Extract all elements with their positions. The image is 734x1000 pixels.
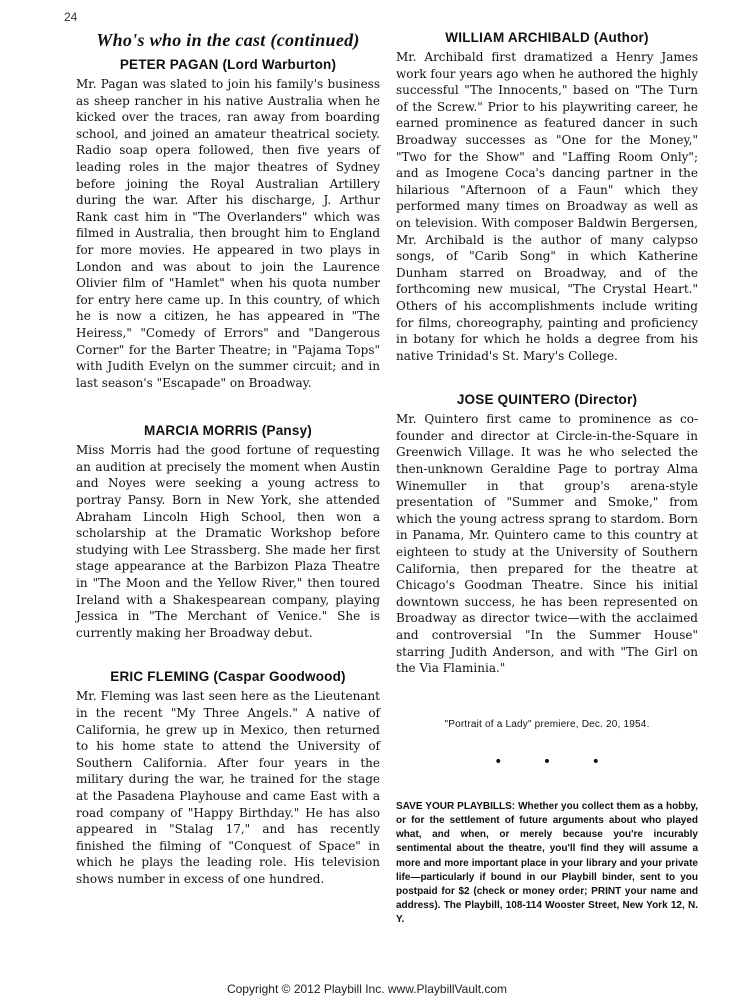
bio-text: Mr. Pagan was slated to join his family's business as sheep rancher in his native Australia when he kicked over the traces, ran away from boarding school, and joined an amateur theatrical society. Radio soap opera followed, then five years of leading roles in the major theatres of Sydney before joining the Royal Australian Artillery during the war. After his discharge, J. Arthur Rank cast him in "The Overlanders" which was filmed in Australia, then brought him to England for more movies. He appeared in two plays in London and was about to join the Laurence Olivier film of "Hamlet" when his quota number for entry here came up. In this country, of which he is now a citizen, he has appeared in "The Heiress," "Comedy of Errors" and "Dangerous Corner" for the Barter Theatre; in "Pajama Tops" with Judith Evelyn on the summer circuit; and in last season's "Escapade" on Broadway.	[76, 77, 380, 390]
bio-eric-fleming	[76, 669, 380, 887]
right-column	[396, 30, 698, 928]
bio-text: Miss Morris had the good fortune of requesting an audition at precisely the moment when Austin and Noyes were seeking a young actress to portray Pansy. Born in New York, she attended Abraham Lincoln High School, then won a scholarship at the Dramatic Workshop before studying with Lee Strassberg. She made her first stage appearance at the Barbizon Plaza Theatre in "The Moon and the Yellow River," then toured Ireland with a Shakespearean company, playing Jessica in "The Merchant of Venice." She is currently making her Broadway debut.	[76, 443, 380, 640]
bio-name: PETER PAGAN (Lord Warburton)	[119, 57, 337, 72]
bio-text: Mr. Fleming was last seen here as the Lieutenant in the recent "My Three Angels." A native of California, he grew up in Mexico, then returned to his home state to attend the University of Southern California. After four years in the military during the war, he trained for the stage at the Pasadena Playhouse and came East with a road company of "Happy Birthday." He has also appeared in "Stalag 17," and has recently finished the filming of "Conquest of Space" in which he plays the leading role. His television shows number in excess of one hundred.	[76, 689, 380, 886]
bio-text: Mr. Archibald first dramatized a Henry James work four years ago when he authored the highly successful "The Innocents," based on "The Turn of the Screw." Prior to his playwriting career, he earned prominence as featured dancer in such Broadway successes as "One for the Money," "Two for the Show" and "Laffing Room Only"; and as Imogene Coca's dancing partner in the hilarious "Afternoon of a Faun" which they performed many times on Broadway as well as on television. With composer Baldwin Bergersen, Mr. Archibald is the author of many calypso songs, of "Carib Song" in which Katherine Dunham starred on Broadway, and of the forthcoming new musical, "The Crystal Heart." Others of his accomplishments include writing for films, choreography, painting and proficiency in botany for which he holds a degree from his native Trinidad's St. Mary's College.	[396, 50, 698, 363]
premiere-note: "Portrait of a Lady" premiere, Dec. 20, 1954.	[444, 718, 650, 730]
bio-name: WILLIAM ARCHIBALD (Author)	[445, 30, 649, 45]
section-heading: Who's who in the cast (continued)	[96, 30, 360, 50]
left-column	[76, 30, 380, 888]
page-number: 24	[64, 10, 78, 24]
bio-text: Mr. Quintero first came to prominence as co-founder and director at Circle-in-the-Square in Greenwich Village. It was he who selected the then-unknown Geraldine Page to portray Alma Winemuller in that group's arena-style presentation of "Summer and Smoke," from which the young actress sprang to stardom. Born in Panama, Mr. Quintero came to this country at eighteen to study at the University of Southern California, then prepared for the theatre at Chicago's Goodman Theatre. Since his initial downtown success, he has been represented on Broadway as director twice—with the acclaimed and controversial "In the Summer House" starring Judith Anderson, and with "The Girl on the Via Flaminia."	[396, 412, 698, 676]
bio-marcia-morris	[76, 423, 380, 641]
divider-dots: • • •	[494, 753, 618, 770]
bio-name: MARCIA MORRIS (Pansy)	[144, 423, 312, 439]
bio-jose-quintero	[396, 392, 698, 677]
copyright-footer: Copyright © 2012 Playbill Inc. www.PlaybillVault.com	[226, 982, 508, 996]
bio-name: JOSE QUINTERO (Director)	[456, 392, 638, 408]
bio-name: ERIC FLEMING (Caspar Goodwood)	[110, 669, 346, 685]
save-playbills-notice: SAVE YOUR PLAYBILLS: Whether you collect them as a hobby, or for the settlement of future arguments about who played what, and when, or merely because you're incurably sentimental about the theatre, you'll find they will assume a more and more important place in your library and your private life—particularly if bound in our Playbill binder, sent to you postpaid for $2 (check or money order; PRINT your name and address). The Playbill, 108-114 Wooster Street, New York 12, N. Y.	[396, 800, 698, 926]
bio-peter-pagan	[76, 57, 380, 391]
bio-william-archibald	[396, 30, 698, 364]
